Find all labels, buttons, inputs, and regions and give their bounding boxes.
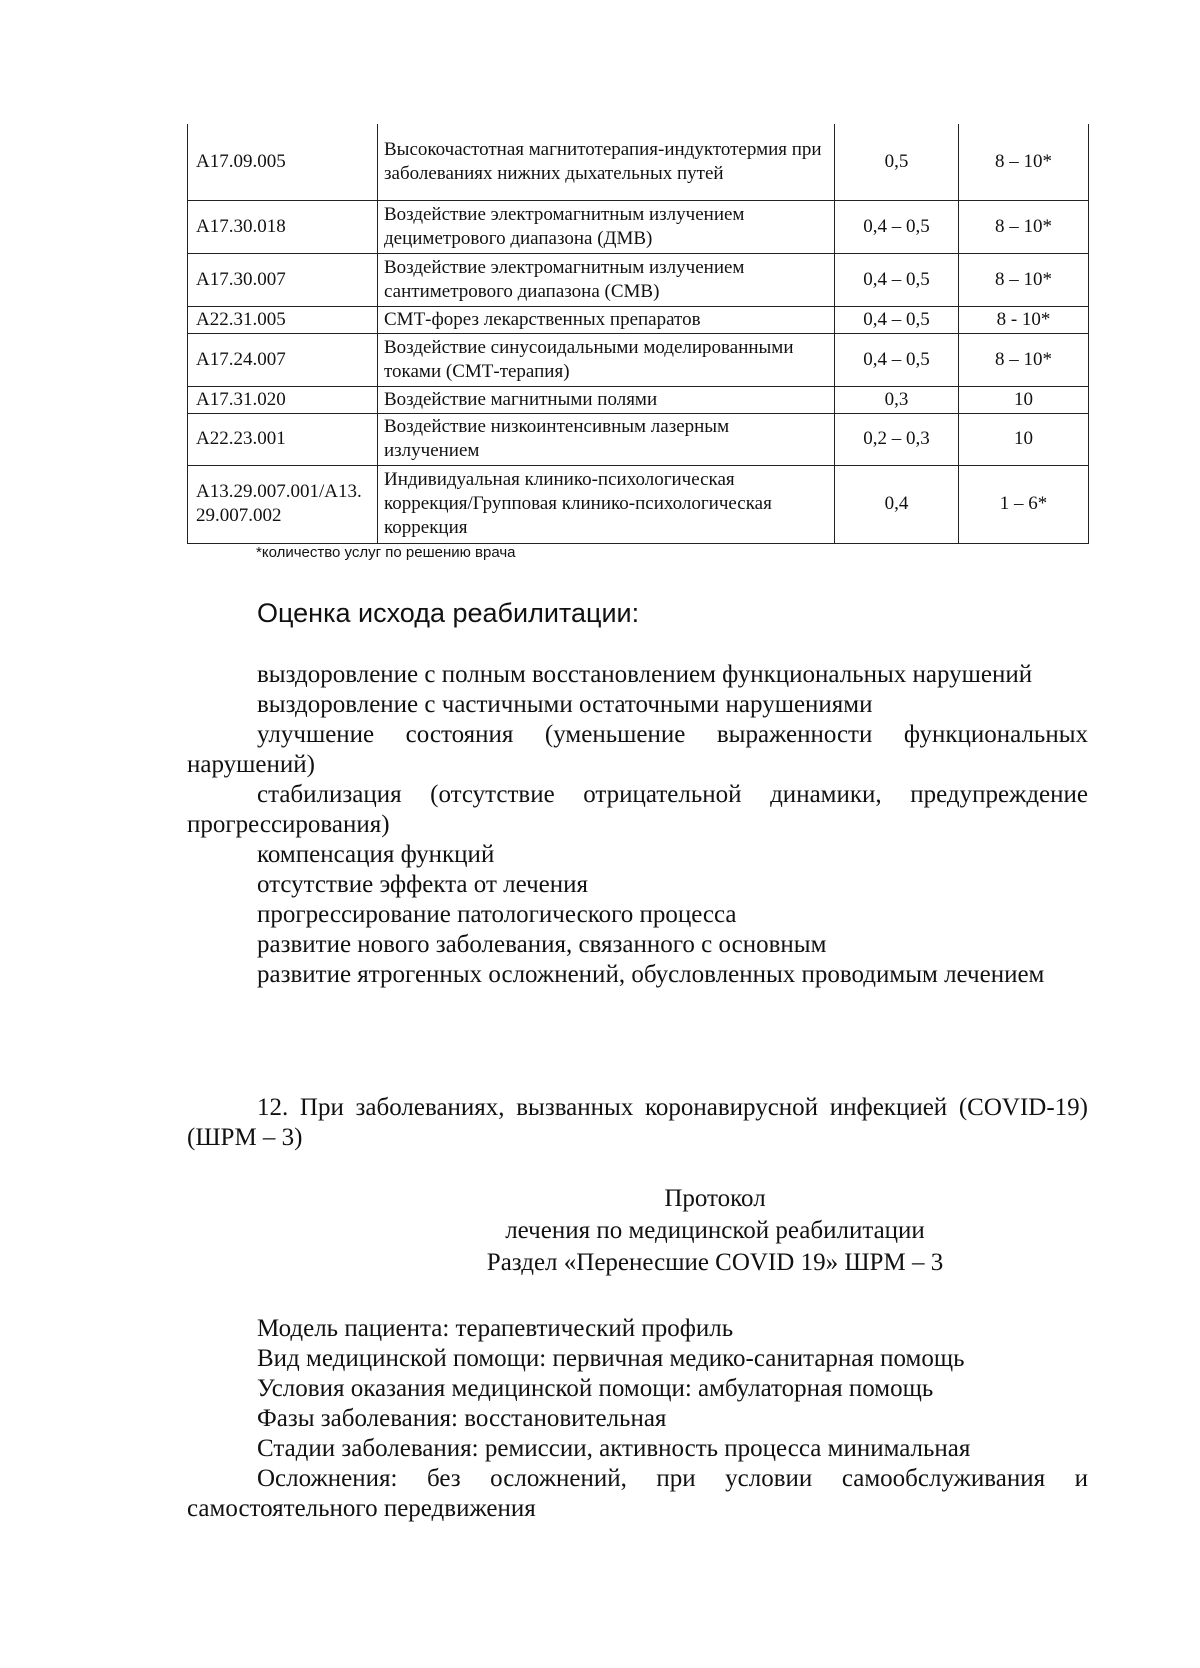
section-heading	[187, 1093, 1088, 1153]
service-coefficient: 0,4 – 0,5	[835, 200, 959, 253]
service-coefficient: 0,2 – 0,3	[835, 413, 959, 465]
service-code: А17.30.018	[188, 200, 378, 253]
service-coefficient: 0,4	[835, 465, 959, 543]
table-row	[188, 306, 1089, 333]
service-name: Индивидуальная клинико-психологическая коррекция/Групповая клинико-психологическая коррекция	[378, 465, 835, 543]
service-code: А22.23.001	[188, 413, 378, 465]
model-line: Вид медицинской помощи: первичная медико-санитарная помощь	[257, 1345, 965, 1372]
service-name: СМТ-форез лекарственных препаратов	[378, 306, 835, 333]
list-item: стабилизация (отсутствие отрицательной динамики, предупреждение прогрессирования)	[187, 781, 1088, 838]
model-line: Условия оказания медицинской помощи: амбулаторная помощь	[257, 1375, 934, 1402]
list-item: выздоровление с полным восстановлением функциональных нарушений	[257, 661, 1033, 688]
list-item: развитие ятрогенных осложнений, обусловленных проводимым лечением	[257, 961, 1045, 988]
service-coefficient: 0,4 – 0,5	[835, 306, 959, 333]
service-name: Воздействие электромагнитным излучением сантиметрового диапазона (СМВ)	[378, 253, 835, 306]
model-line: Фазы заболевания: восстановительная	[257, 1405, 667, 1432]
services-table	[187, 124, 1089, 544]
section-text: 12. При заболеваниях, вызванных коронавирусной инфекцией (COVID-19) (ШРМ – 3)	[187, 1094, 1088, 1151]
list-item: компенсация функций	[257, 841, 495, 868]
table-row	[188, 386, 1089, 413]
service-code: А17.24.007	[188, 333, 378, 386]
service-count: 8 - 10*	[959, 306, 1089, 333]
outcome-list	[187, 660, 1088, 990]
service-code: А13.29.007.001/А13.29.007.002	[188, 465, 378, 543]
service-code: А17.30.007	[188, 253, 378, 306]
service-name: Воздействие низкоинтенсивным лазерным излучением	[378, 413, 835, 465]
service-count: 10	[959, 386, 1089, 413]
patient-model	[187, 1314, 1088, 1524]
service-coefficient: 0,4 – 0,5	[835, 253, 959, 306]
list-item: отсутствие эффекта от лечения	[257, 871, 588, 898]
protocol-line: лечения по медицинской реабилитации	[505, 1217, 925, 1244]
service-count: 8 – 10*	[959, 124, 1089, 200]
service-count: 8 – 10*	[959, 200, 1089, 253]
table-row	[188, 465, 1089, 543]
model-line: Осложнения: без осложнений, при условии самообслуживания и самостоятельного передвижения	[187, 1465, 1088, 1522]
service-coefficient: 0,4 – 0,5	[835, 333, 959, 386]
table-row	[188, 200, 1089, 253]
service-coefficient: 0,3	[835, 386, 959, 413]
table-footnote: *количество услуг по решению врача	[256, 544, 516, 561]
service-coefficient: 0,5	[835, 124, 959, 200]
service-count: 8 – 10*	[959, 253, 1089, 306]
service-count: 10	[959, 413, 1089, 465]
service-code: А22.31.005	[188, 306, 378, 333]
service-name: Высокочастотная магнитотерапия-индуктотермия при заболеваниях нижних дыхательных путей	[378, 124, 835, 200]
model-line: Модель пациента: терапевтический профиль	[257, 1315, 734, 1342]
list-item: прогрессирование патологического процесса	[257, 901, 737, 928]
service-code: А17.09.005	[188, 124, 378, 200]
service-code: А17.31.020	[188, 386, 378, 413]
service-name: Воздействие магнитными полями	[378, 386, 835, 413]
service-name: Воздействие электромагнитным излучением дециметрового диапазона (ДМВ)	[378, 200, 835, 253]
protocol-line: Протокол	[664, 1185, 766, 1212]
table-row	[188, 124, 1089, 200]
list-item: выздоровление с частичными остаточными нарушениями	[257, 691, 873, 718]
list-item: улучшение состояния (уменьшение выраженности функциональных нарушений)	[187, 721, 1088, 778]
table-row	[188, 253, 1089, 306]
protocol-line: Раздел «Перенесшие COVID 19» ШРМ – 3	[486, 1249, 944, 1276]
service-name: Воздействие синусоидальными моделированными токами (СМТ-терапия)	[378, 333, 835, 386]
model-line: Стадии заболевания: ремиссии, активность процесса минимальная	[257, 1435, 971, 1462]
service-count: 1 – 6*	[959, 465, 1089, 543]
table-row	[188, 413, 1089, 465]
protocol-heading	[430, 1183, 1000, 1279]
table-row	[188, 333, 1089, 386]
list-item: развитие нового заболевания, связанного с основным	[257, 931, 827, 958]
outcome-title: Оценка исхода реабилитации:	[257, 598, 640, 628]
service-count: 8 – 10*	[959, 333, 1089, 386]
